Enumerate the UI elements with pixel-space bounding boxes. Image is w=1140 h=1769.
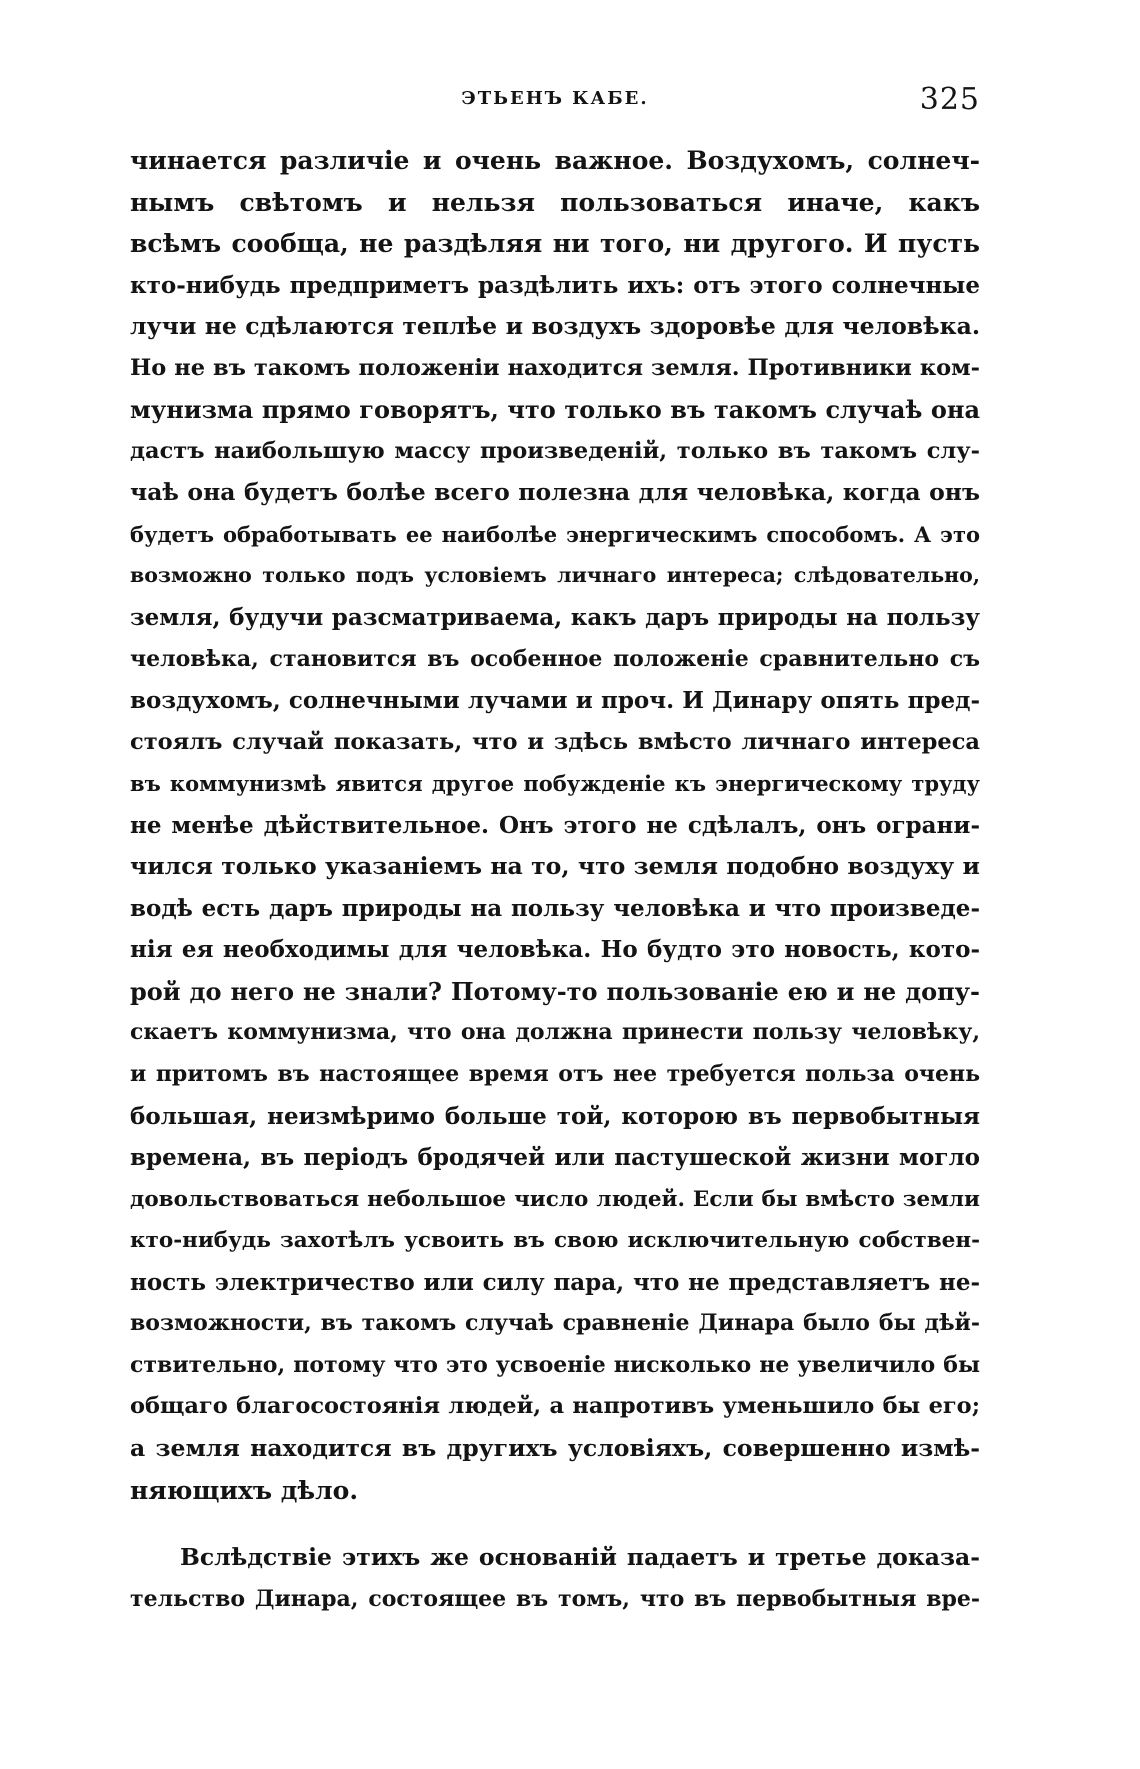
text-line: лучи не сдѣлаются теплѣе и воздухъ здоровѣе для человѣка. — [130, 312, 980, 341]
text-line: нія ея необходимы для человѣка. Но будто это новость, кото- — [130, 936, 980, 964]
text-line: всѣмъ сообща, не раздѣляя ни того, ни другого. И пусть — [130, 229, 980, 259]
text-line: человѣка, становится въ особенное положеніе сравнительно съ — [130, 645, 980, 672]
text-line: времена, въ періодъ бродячей или пастушеской жизни могло — [130, 1144, 980, 1172]
text-line: чаѣ она будетъ болѣе всего полезна для человѣка, когда онъ — [130, 478, 980, 507]
text-line: воздухомъ, солнечными лучами и проч. И Динару опять пред- — [130, 687, 980, 715]
text-line: земля, будучи разсматриваема, какъ даръ природы на пользу — [130, 604, 980, 632]
text-line: чинается различіе и очень важное. Воздухомъ, солнеч- — [130, 146, 980, 175]
text-line: няющихъ дѣло. — [130, 1475, 359, 1505]
text-line: скаетъ коммунизма, что она должна принести пользу человѣку, — [130, 1019, 980, 1046]
paragraph-gap — [130, 1511, 980, 1537]
text-line: тельство Динара, состоящее въ томъ, что въ первобытныя вре- — [130, 1585, 980, 1612]
text-line: Вслѣдствіе этихъ же основаній падаетъ и третье доказа- — [180, 1543, 980, 1572]
body-text — [130, 140, 980, 1620]
text-line: нымъ свѣтомъ и нельзя пользоваться иначе, какъ — [130, 187, 980, 217]
text-line: стоялъ случай показать, что и здѣсь вмѣсто личнаго интереса — [130, 728, 980, 755]
text-line: кто-нибудь захотѣлъ усвоить въ свою исключительную собствен- — [130, 1228, 980, 1254]
running-head: ЭТЬЕНЪ КАБЕ. — [461, 88, 649, 109]
paragraph — [130, 1537, 980, 1620]
text-line: общаго благосостоянія людей, а напротивъ уменьшило бы его; — [130, 1393, 980, 1420]
paragraph — [130, 140, 980, 1511]
text-line: дастъ наибольшую массу произведеній, только въ такомъ слу- — [130, 437, 980, 464]
page-number: 325 — [919, 82, 980, 117]
text-line: водѣ есть даръ природы на пользу человѣка и что произведе- — [130, 894, 980, 922]
text-line: ность электричество или силу пара, что не представляетъ не- — [130, 1268, 980, 1296]
text-line: возможности, въ такомъ случаѣ сравненіе Динара было бы дѣй- — [130, 1310, 980, 1337]
text-line: и притомъ въ настоящее время отъ нее требуется польза очень — [130, 1061, 980, 1088]
page-header — [130, 82, 980, 122]
text-line: ствительно, потому что это усвоеніе нисколько не увеличило бы — [130, 1351, 980, 1378]
text-line: большая, неизмѣримо больше той, которою въ первобытныя — [130, 1102, 980, 1130]
text-line: не менѣе дѣйствительное. Онъ этого не сдѣлалъ, онъ ограни- — [130, 811, 980, 839]
text-line: будетъ обработывать ее наиболѣе энергическимъ способомъ. А это — [130, 521, 980, 547]
text-line: довольствоваться небольшое число людей. Если бы вмѣсто земли — [130, 1186, 980, 1212]
text-line: въ коммунизмѣ явится другое побужденіе къ энергическому труду — [130, 771, 980, 797]
text-line: а земля находится въ другихъ условіяхъ, совершенно измѣ- — [130, 1433, 980, 1462]
text-line: рой до него не знали? Потому-то пользованіе ею и не допу- — [130, 976, 980, 1006]
text-line: чился только указаніемъ на то, что земля подобно воздуху и — [130, 852, 980, 881]
text-line: мунизма прямо говорятъ, что только въ такомъ случаѣ она — [130, 395, 980, 425]
text-line: кто-нибудь предприметъ раздѣлить ихъ: отъ этого солнечные — [130, 271, 980, 299]
text-line: возможно только подъ условіемъ личнаго интереса; слѣдовательно, — [130, 563, 980, 588]
text-line: Но не въ такомъ положеніи находится земля. Противники ком- — [130, 354, 980, 381]
